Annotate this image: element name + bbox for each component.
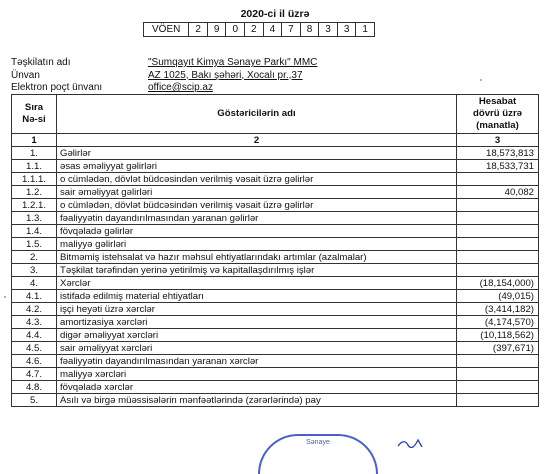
row-number: 4.1. — [12, 290, 57, 303]
voen-digit: 7 — [282, 23, 301, 37]
row-number: 5. — [12, 394, 57, 407]
row-value — [457, 225, 539, 238]
table-row — [12, 264, 539, 277]
voen-digit: 2 — [189, 23, 208, 37]
row-value — [457, 264, 539, 277]
voen-digit: 1 — [356, 23, 375, 37]
row-number: 1.1.1. — [12, 173, 57, 186]
row-indicator: Xərclər — [57, 277, 457, 290]
table-row — [12, 173, 539, 186]
row-indicator: istifadə edilmiş material ehtiyatları — [57, 290, 457, 303]
row-number: 1.2. — [12, 186, 57, 199]
row-indicator: fəaliyyətin dayandırılmasından yaranan xərclər — [57, 355, 457, 368]
row-value — [457, 199, 539, 212]
email-value: office@scip.az — [148, 82, 213, 93]
row-value: (4,174,570) — [457, 316, 539, 329]
row-indicator: maliyyə gəlirləri — [57, 238, 457, 251]
address-value: AZ 1025, Bakı şəhəri, Xocalı pr.,37 — [148, 69, 303, 81]
row-value: (49,015) — [457, 290, 539, 303]
organization-info — [11, 57, 317, 95]
row-indicator: Bitməmiş istehsalat və hazır məhsul ehtiyatlarındakı artımlar (azalmalar) — [57, 251, 457, 264]
row-value — [457, 381, 539, 394]
row-value — [457, 238, 539, 251]
table-row — [12, 147, 539, 160]
org-name-label: Təşkilatın adı — [11, 57, 71, 68]
table-row — [12, 329, 539, 342]
table-row — [12, 342, 539, 355]
address-row — [11, 70, 317, 83]
row-value: (10,118,562) — [457, 329, 539, 342]
voen-digit: 9 — [207, 23, 226, 37]
row-indicator: sair əməliyyat xərcləri — [57, 342, 457, 355]
col-number-3: 3 — [457, 134, 539, 147]
row-indicator: o cümlədən, dövlət büdcəsindən verilmiş vəsait üzrə gəlirlər — [57, 173, 457, 186]
table-row — [12, 277, 539, 290]
table-row — [12, 160, 539, 173]
row-value: (18,154,000) — [457, 277, 539, 290]
row-value: (397,671) — [457, 342, 539, 355]
row-number: 1.1. — [12, 160, 57, 173]
row-indicator: əsas əməliyyat gəlirləri — [57, 160, 457, 173]
row-value — [457, 394, 539, 407]
report-year-title: 2020-ci il üzrə — [240, 8, 310, 20]
row-number: 1.4. — [12, 225, 57, 238]
voen-digit: 3 — [319, 23, 338, 37]
row-indicator: Asılı və birgə müəssisələrin mənfəətlərində (zərərlərində) pay — [57, 394, 457, 407]
address-label: Ünvan — [11, 69, 40, 81]
table-row — [12, 381, 539, 394]
scan-speck — [480, 79, 482, 81]
row-indicator: o cümlədən, dövlət büdcəsindən verilmiş vəsait üzrə gəlirlər — [57, 199, 457, 212]
row-number: 2. — [12, 251, 57, 264]
email-row — [11, 82, 317, 95]
row-indicator: Gəlirlər — [57, 147, 457, 160]
row-indicator: digər əməliyyat xərcləri — [57, 329, 457, 342]
scan-speck — [4, 296, 6, 298]
table-header-row — [12, 95, 539, 134]
row-indicator: Təşkilat tərəfindən yerinə yetirilmiş və kapitallaşdırılmış işlər — [57, 264, 457, 277]
row-value — [457, 355, 539, 368]
row-number: 4.5. — [12, 342, 57, 355]
row-value: 18,573,813 — [457, 147, 539, 160]
voen-digit: 4 — [263, 23, 282, 37]
row-indicator: sair əməliyyat gəlirləri — [57, 186, 457, 199]
financial-table — [11, 94, 539, 407]
row-number: 4.4. — [12, 329, 57, 342]
email-label: Elektron poçt ünvanı — [11, 82, 103, 93]
row-value — [457, 251, 539, 264]
stamp-text: Sənaye — [306, 439, 330, 446]
voen-digit: 8 — [300, 23, 319, 37]
table-row — [12, 199, 539, 212]
signature-mark — [396, 436, 426, 448]
row-number: 4. — [12, 277, 57, 290]
org-name-value: "Sumqayıt Kimya Sənaye Parkı" MMC — [148, 57, 318, 68]
row-number: 1.5. — [12, 238, 57, 251]
row-value: 18,533,731 — [457, 160, 539, 173]
table-row — [12, 368, 539, 381]
voen-box — [143, 22, 375, 37]
row-number: 4.3. — [12, 316, 57, 329]
row-value — [457, 368, 539, 381]
row-value: 40,082 — [457, 186, 539, 199]
table-row — [12, 355, 539, 368]
header-indicator: Göstəricilərin adı — [57, 95, 457, 134]
table-row — [12, 290, 539, 303]
row-number: 4.6. — [12, 355, 57, 368]
row-indicator: fövqəladə gəlirlər — [57, 225, 457, 238]
official-stamp — [258, 434, 378, 474]
row-number: 1.2.1. — [12, 199, 57, 212]
row-number: 1. — [12, 147, 57, 160]
row-number: 4.8. — [12, 381, 57, 394]
row-number: 1.3. — [12, 212, 57, 225]
table-row — [12, 212, 539, 225]
table-row — [12, 225, 539, 238]
table-row — [12, 316, 539, 329]
table-row — [12, 186, 539, 199]
table-row — [12, 303, 539, 316]
header-value: Hesabat dövrü üzrə (manatla) — [457, 95, 539, 134]
row-indicator: işçi heyəti üzrə xərclər — [57, 303, 457, 316]
voen-digit: 2 — [245, 23, 264, 37]
col-number-1: 1 — [12, 134, 57, 147]
voen-label: VÖEN — [144, 23, 189, 37]
table-row — [12, 251, 539, 264]
row-value: (3,414,182) — [457, 303, 539, 316]
row-value — [457, 212, 539, 225]
row-indicator: amortizasiya xərcləri — [57, 316, 457, 329]
header-no: Sıra Nə-si — [12, 95, 57, 134]
voen-digit: 3 — [337, 23, 356, 37]
row-number: 4.2. — [12, 303, 57, 316]
table-row — [12, 238, 539, 251]
row-indicator: maliyyə xərcləri — [57, 368, 457, 381]
row-value — [457, 173, 539, 186]
row-indicator: fövqəladə xərclər — [57, 381, 457, 394]
table-row — [12, 394, 539, 407]
row-number: 4.7. — [12, 368, 57, 381]
row-number: 3. — [12, 264, 57, 277]
org-name-row — [11, 57, 317, 70]
col-number-2: 2 — [57, 134, 457, 147]
column-number-row — [12, 134, 539, 147]
row-indicator: fəaliyyətin dayandırılmasından yaranan gəlirlər — [57, 212, 457, 225]
voen-digit: 0 — [226, 23, 245, 37]
